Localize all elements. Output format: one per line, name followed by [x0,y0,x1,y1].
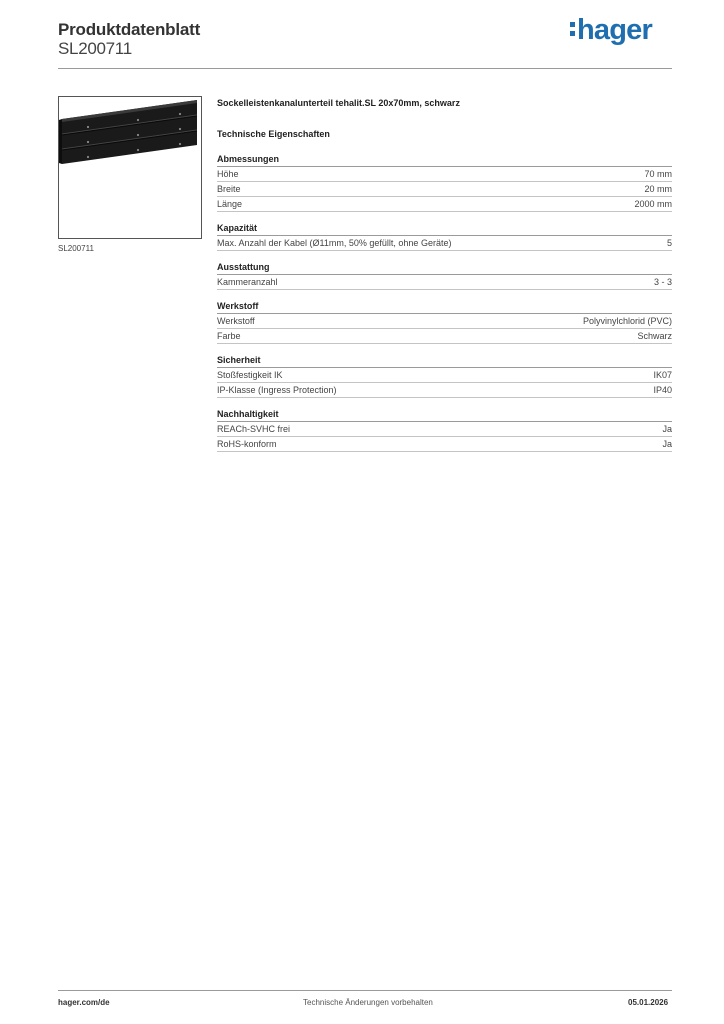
section-title: Sicherheit [217,354,672,368]
header-divider [58,68,672,69]
spec-content [217,96,672,452]
section-title: Kapazität [217,222,672,236]
spec-label: IP-Klasse (Ingress Protection) [217,385,337,395]
spec-value: Ja [662,424,672,434]
section-title: Nachhaltigkeit [217,408,672,422]
product-description: Sockelleistenkanalunterteil tehalit.SL 20x70mm, schwarz [217,98,460,108]
spec-label: Höhe [217,169,239,179]
logo-dots-icon [570,22,576,36]
spec-value: 70 mm [644,169,672,179]
spec-label: RoHS-konform [217,439,277,449]
spec-label: Stoßfestigkeit IK [217,370,283,380]
spec-section [217,408,672,452]
product-image [58,96,202,239]
spec-row [217,422,672,437]
spec-label: Breite [217,184,241,194]
spec-value: IK07 [653,370,672,380]
spec-section [217,261,672,290]
logo-text: hager [577,14,652,46]
page-title: Produktdatenblatt [58,20,201,39]
section-title: Werkstoff [217,300,672,314]
footer-website: hager.com/de [58,998,110,1007]
spec-section [217,153,672,212]
spec-value: Ja [662,439,672,449]
hager-logo [570,16,652,45]
spec-value: 3 - 3 [653,277,672,287]
spec-row [217,329,672,344]
footer-divider [58,990,672,991]
spec-row [217,437,672,452]
spec-row [217,275,672,290]
spec-value: Schwarz [637,331,672,341]
spec-row [217,314,672,329]
footer-note: Technische Änderungen vorbehalten [303,998,433,1007]
image-caption: SL200711 [58,244,94,253]
spec-value: 20 mm [644,184,672,194]
spec-label: Kammeranzahl [217,277,278,287]
section-title: Abmessungen [217,153,672,167]
footer-date: 05.01.2026 [628,998,669,1007]
spec-label: Farbe [217,331,241,341]
spec-row [217,383,672,398]
tech-properties-heading: Technische Eigenschaften [217,129,330,139]
spec-label: REACh-SVHC frei [217,424,291,434]
spec-value: IP40 [653,385,672,395]
spec-section [217,222,672,251]
spec-value: Polyvinylchlorid (PVC) [582,316,672,326]
spec-section [217,300,672,344]
spec-row [217,167,672,182]
spec-label: Werkstoff [217,316,255,326]
cable-duct-image [59,97,201,238]
article-number: SL200711 [58,39,132,58]
spec-value: 5 [666,238,672,248]
spec-section [217,354,672,398]
section-title: Ausstattung [217,261,672,275]
spec-row [217,236,672,251]
spec-label: Max. Anzahl der Kabel (Ø11mm, 50% gefüllt, ohne Geräte) [217,238,452,248]
spec-value: 2000 mm [634,199,672,209]
spec-row [217,368,672,383]
spec-row [217,197,672,212]
spec-row [217,182,672,197]
spec-sections [217,153,672,452]
spec-label: Länge [217,199,243,209]
